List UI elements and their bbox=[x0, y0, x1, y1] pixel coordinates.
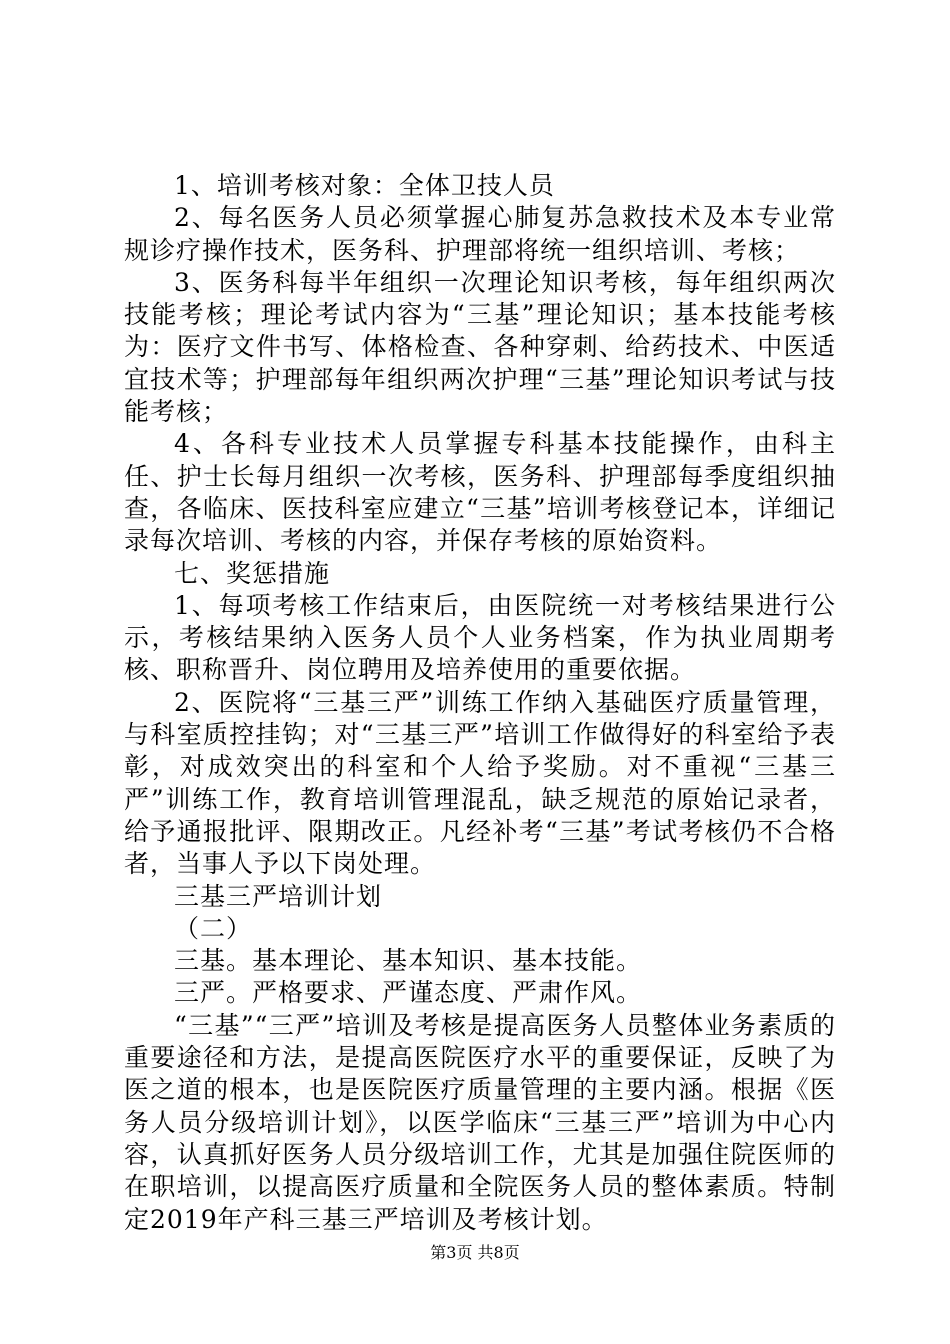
paragraph-1: 1、培训考核对象：全体卫技人员 bbox=[174, 171, 555, 200]
section-heading-rewards: 七、奖惩措施 bbox=[174, 558, 331, 588]
paragraph-2: 2、每名医务人员必须掌握心肺复苏急救技术及本专业常规诊疗操作技术，医务科、护理部将统一组织培训、考核； bbox=[124, 203, 836, 265]
section-number: （二） bbox=[174, 913, 253, 943]
paragraph-4: 4、各科专业技术人员掌握专科基本技能操作，由科主任、护士长每月组织一次考核，医务科、护理部每季度组织抽查，各临床、医技科室应建立“三基”培训考核登记本，详细记录每次培训、考核的内容，并保存考核的原始资料。 bbox=[124, 429, 836, 556]
page-number-footer: 第3页 共8页 bbox=[430, 1243, 520, 1262]
paragraph-6: 2、医院将“三基三严”训练工作纳入基础医疗质量管理，与科室质控挂钩；对“三基三严”培训工作做得好的科室给予表彰，对成效突出的科室和个人给予奖励。对不重视“三基三严”训练工作，教育培训管理混乱，缺乏规范的原始记录者，给予通报批评、限期改正。凡经补考“三基”考试考核仍不合格者，当事人予以下岗处理。 bbox=[124, 687, 836, 879]
paragraph-sanji: 三基。基本理论、基本知识、基本技能。 bbox=[174, 946, 643, 976]
paragraph-3: 3、医务科每半年组织一次理论知识考核，每年组织两次技能考核；理论考试内容为“三基”理论知识；基本技能考核为：医疗文件书写、体格检查、各种穿刺、给药技术、中医适宜技术等；护理部每年组织两次护理“三基”理论知识考试与技能考核； bbox=[124, 267, 836, 427]
section-title-plan: 三基三严培训计划 bbox=[174, 881, 383, 911]
paragraph-5: 1、每项考核工作结束后，由医院统一对考核结果进行公示，考核结果纳入医务人员个人业务档案，作为执业周期考核、职称晋升、岗位聘用及培养使用的重要依据。 bbox=[124, 590, 836, 685]
document-body bbox=[124, 170, 836, 1236]
paragraph-sanyan: 三严。严格要求、严谨态度、严肃作风。 bbox=[174, 978, 643, 1008]
paragraph-intro: “三基”“三严”培训及考核是提高医务人员整体业务素质的重要途径和方法，是提高医院医疗水平的重要保证，反映了为医之道的根本，也是医院医疗质量管理的主要内涵。根据《医务人员分级培训计划》，以医学临床“三基三严”培训为中心内容，认真抓好医务人员分级培训工作，尤其是加强住院医师的在职培训，以提高医疗质量和全院医务人员的整体素质。特制定2019年产科三基三严培训及考核计划。 bbox=[124, 1010, 836, 1234]
